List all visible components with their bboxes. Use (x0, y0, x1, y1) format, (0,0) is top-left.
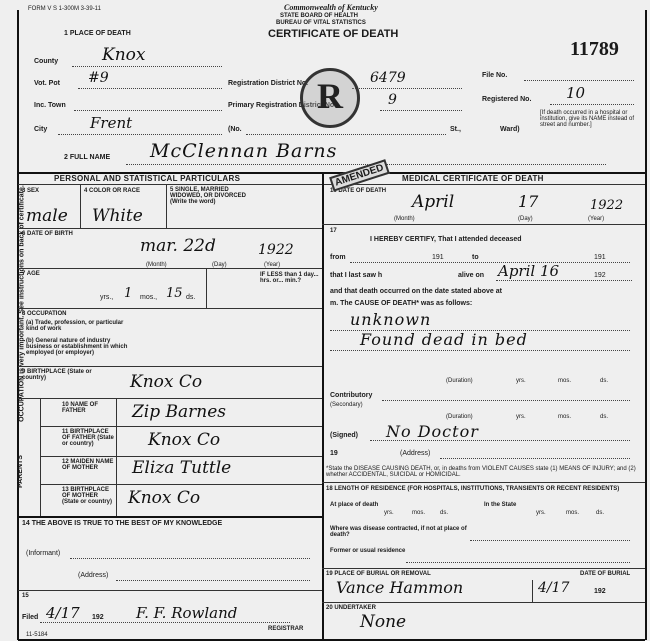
dob-month-day: mar. 22d (140, 236, 216, 256)
burial-year: 192 (594, 588, 606, 595)
county-label: County (34, 58, 59, 65)
commonwealth: Commonwealth of Kentucky (284, 3, 378, 12)
sex-label: 3 SEX (22, 188, 40, 194)
reg-district-value: 6479 (370, 70, 406, 86)
cause-text: m. The CAUSE OF DEATH* was as follows: (330, 300, 473, 307)
dob-year: 1922 (258, 242, 294, 258)
residence-mos-1: mos. (412, 510, 426, 516)
undertaker-label: 20 UNDERTAKER (326, 605, 376, 611)
form-footer-number: 11-5184 (26, 632, 48, 638)
vot-label: Vot. Pot (34, 80, 60, 87)
birthplace-value: Knox Co (130, 372, 203, 392)
registration-stamp: R (300, 68, 360, 128)
secondary-label: (Secondary) (330, 402, 363, 408)
parents-side-label: PARENTS (16, 455, 24, 488)
inc-town-label: Inc. Town (34, 102, 66, 109)
certificate-title: CERTIFICATE OF DEATH (268, 28, 399, 40)
certificate-number: 11789 (570, 38, 619, 60)
primary-reg-label: Primary Registration District No. (228, 102, 337, 109)
right-border (645, 10, 647, 640)
reg-district-label: Registration District No. (228, 80, 309, 87)
marital-label: 5 SINGLE, MARRIED WIDOWED, OR DIVORCED (Write the word) (170, 187, 246, 205)
left-border (17, 10, 19, 640)
father-label: 10 NAME OF FATHER (62, 402, 99, 414)
form-number: FORM V S 1-300M 3-39-11 (28, 6, 101, 12)
burial-date-value: 4/17 (538, 580, 570, 596)
certify-number: 17 (330, 228, 337, 234)
county-value: Knox (102, 45, 146, 65)
residence-yrs-2: yrs. (536, 510, 546, 516)
age-mos-label: mos., (140, 294, 158, 301)
burial-place-value: Vance Hammon (336, 578, 464, 597)
date-of-death-label: 16 DATE OF DEATH (330, 188, 387, 194)
residence-ds-2: ds. (596, 510, 605, 516)
if-less-label: IF LESS than 1 day... hrs. or... min.? (260, 272, 319, 284)
last-saw-year: 192 (594, 272, 606, 279)
duration-ds-2: ds. (600, 414, 609, 420)
date-of-death-month: April (412, 192, 455, 212)
cause-secondary: Found dead in bed (360, 330, 528, 349)
registrar-label: REGISTRAR (268, 626, 304, 632)
date-of-death-year: 1922 (590, 198, 624, 213)
where-contracted-label: Where was disease contracted, if not at place of death? (330, 526, 467, 538)
father-birthplace-label: 11 BIRTHPLACE OF FATHER (State or country) (62, 429, 114, 447)
full-name-value: McClennan Barns (150, 140, 338, 162)
personal-heading: PERSONAL AND STATISTICAL PARTICULARS (54, 174, 241, 183)
from-year: 191 (432, 254, 444, 261)
color-label: 4 COLOR OR RACE (84, 188, 141, 194)
residence-yrs-1: yrs. (384, 510, 394, 516)
city-value: Frent (90, 114, 133, 132)
signed-value: No Doctor (386, 422, 479, 441)
father-birthplace-value: Knox Co (148, 430, 221, 450)
filed-date: 4/17 (46, 604, 80, 622)
place-of-death-heading: 1 PLACE OF DEATH (64, 30, 131, 37)
certify-text: I HEREBY CERTIFY, That I attended deceased (370, 236, 522, 243)
burial-label: 19 PLACE OF BURIAL OR REMOVAL (326, 571, 431, 577)
signed-label: (Signed) (330, 432, 358, 439)
residence-ds-1: ds. (440, 510, 449, 516)
month-label: (Month) (146, 262, 167, 268)
age-months: 1 (124, 286, 133, 301)
filed-label: Filed (22, 614, 39, 621)
bureau: BUREAU OF VITAL STATISTICS (276, 20, 366, 26)
medical-address-label: (Address) (400, 450, 431, 457)
medical-heading: MEDICAL CERTIFICATE OF DEATH (402, 174, 544, 183)
death-occurred-text: and that death occurred on the date stated above at (330, 288, 502, 295)
medical-month-label: (Month) (394, 216, 415, 222)
duration-yrs-2: yrs. (516, 414, 526, 420)
mother-birthplace-value: Knox Co (128, 488, 201, 508)
residence-label: 18 LENGTH OF RESIDENCE (FOR HOSPITALS, INSTITUTIONS, TRANSIENTS OR RECENT RESIDENTS) (326, 486, 620, 492)
day-label: (Day) (212, 262, 227, 268)
full-name-label: 2 FULL NAME (64, 154, 111, 161)
occupation-a-label: (a) Trade, profession, or particular kind of work (26, 320, 124, 332)
mother-birthplace-label: 13 BIRTHPLACE OF MOTHER (State or country) (62, 487, 113, 505)
from-label: from (330, 254, 346, 261)
date-of-death-day: 17 (518, 192, 539, 211)
city-label: City (34, 126, 48, 133)
filed-field-number: 15 (22, 593, 29, 599)
duration-label-1: (Duration) (446, 378, 473, 384)
informant-label: (Informant) (26, 550, 61, 557)
street-no-label: (No. (228, 126, 242, 133)
cause-footnote: *State the DISEASE CAUSING DEATH, or, in deaths from VIOLENT CAUSES state (1) MEANS OF INJURY; and (2) whether ACCIDENTAL, SUICIDAL or HOMICIDAL. (326, 466, 636, 478)
street-label: St., (450, 126, 461, 133)
mother-label: 12 MAIDEN NAME OF MOTHER (62, 459, 114, 471)
to-label: to (472, 254, 479, 261)
registrar-signature: F. F. Rowland (136, 604, 238, 622)
informant-address-label: (Address) (78, 572, 109, 579)
age-yrs-label: yrs., (100, 294, 114, 301)
medical-date-prefix: 19 (330, 450, 338, 457)
primary-reg-value: 9 (388, 92, 397, 108)
informant-statement: 14 THE ABOVE IS TRUE TO THE BEST OF MY KNOWLEDGE (22, 520, 223, 527)
former-residence-label: Former or usual residence (330, 548, 406, 554)
last-saw-label: that I last saw h (330, 272, 383, 279)
in-state-label: In the State (484, 502, 517, 508)
cause-primary: unknown (350, 310, 432, 329)
medical-year-label: (Year) (588, 216, 605, 222)
duration-ds-1: ds. (600, 378, 609, 384)
year-label: (Year) (264, 262, 281, 268)
duration-mos-2: mos. (558, 414, 572, 420)
board-of-health: STATE BOARD OF HEALTH (280, 13, 358, 19)
color-value: White (92, 206, 143, 226)
contributory-label: Contributory (330, 392, 373, 399)
occupation-label: 8 OCCUPATION (22, 311, 67, 317)
medical-day-label: (Day) (518, 216, 533, 222)
duration-mos-1: mos. (558, 378, 572, 384)
to-year: 191 (594, 254, 606, 261)
at-place-label: At place of death (330, 502, 379, 508)
sex-value: male (26, 206, 68, 226)
dob-label: 6 DATE OF BIRTH (22, 231, 73, 237)
registered-no-value: 10 (566, 84, 586, 102)
father-value: Zip Barnes (132, 402, 227, 422)
ward-label: Ward) (500, 126, 520, 133)
age-label: 7 AGE (22, 271, 40, 277)
duration-label-2: (Duration) (446, 414, 473, 420)
last-saw-date: April 16 (498, 262, 560, 280)
birthplace-label: 9 BIRTHPLACE (State or country) (22, 369, 92, 381)
mother-value: Eliza Tuttle (132, 458, 232, 478)
amended-stamp: AMENDED (329, 159, 389, 191)
burial-date-label: DATE OF BURIAL (580, 571, 631, 577)
alive-on-label: alive on (458, 272, 485, 279)
file-no-label: File No. (482, 72, 508, 79)
undertaker-value: None (360, 612, 407, 632)
age-ds-label: ds. (186, 294, 196, 301)
duration-yrs-1: yrs. (516, 378, 526, 384)
registered-no-label: Registered No. (482, 96, 532, 103)
vot-value: #9 (88, 70, 109, 86)
margin-instructions: OCCUPATION is very important. See instructions on back of certificate. (18, 185, 26, 422)
filed-year-prefix: 192 (92, 614, 104, 621)
occupation-b-label: (b) General nature of industry business or establishment in which employed (or employer) (26, 338, 128, 356)
age-days: 15 (166, 286, 183, 301)
residence-mos-2: mos. (566, 510, 580, 516)
hospital-note: [If death occurred in a hospital or institution, give its NAME instead of street and number.] (540, 110, 635, 128)
